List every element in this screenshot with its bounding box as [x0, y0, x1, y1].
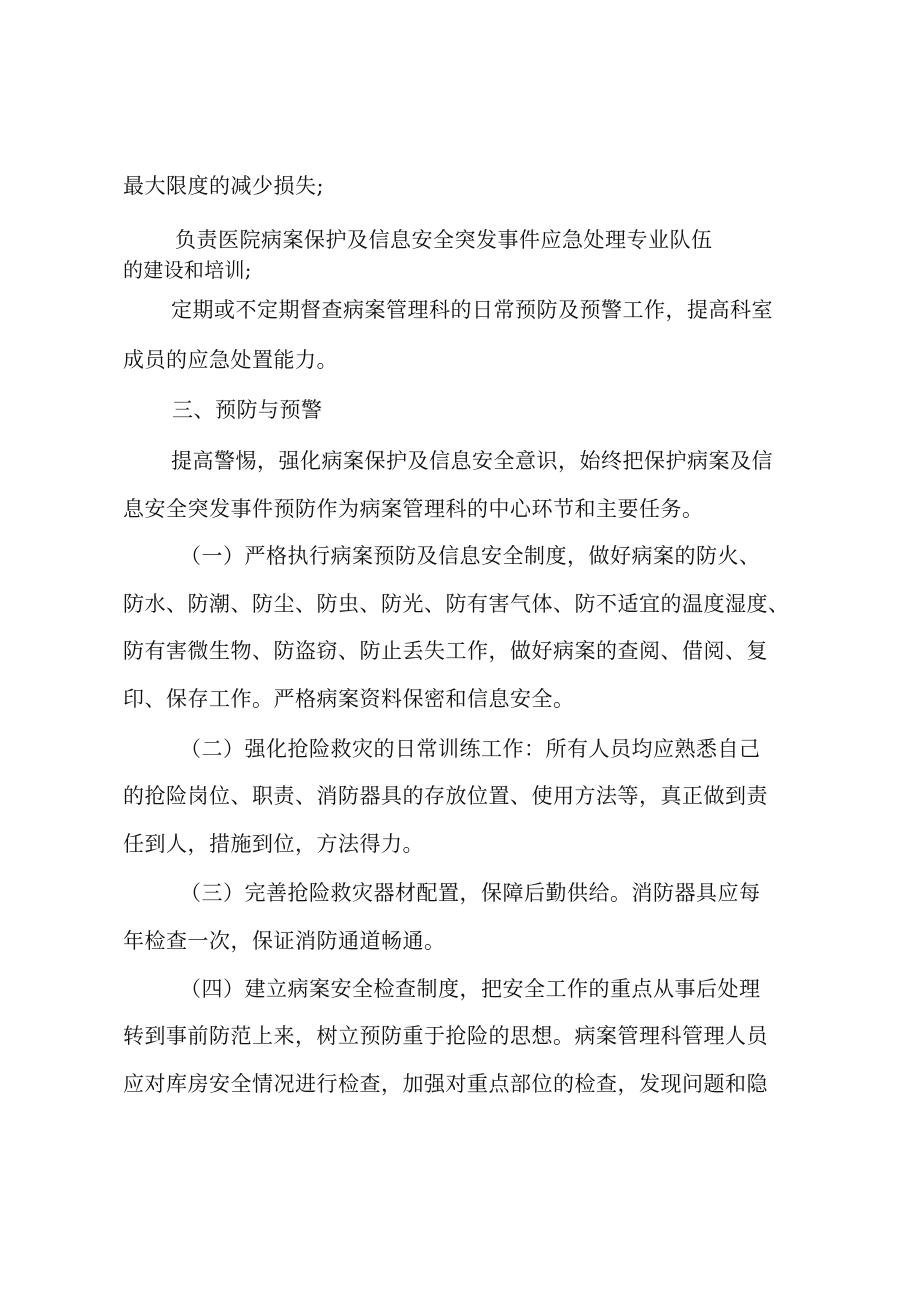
text-line: 的建设和培训; — [123, 258, 252, 282]
text-line: 的抢险岗位、职责、消防器具的存放位置、使用方法等，真正做到责 — [123, 784, 768, 808]
text-line: 定期或不定期督查病案管理科的日常预防及预警工作，提高科室 — [171, 298, 773, 322]
text-line: 成员的应急处置能力。 — [123, 348, 338, 372]
text-line: 转到事前防范上来，树立预防重于抢险的思想。病案管理科管理人员 — [123, 1024, 768, 1048]
text-line: 年检查一次，保证消防通道畅通。 — [123, 929, 446, 953]
text-line: 最大限度的减少损失; — [123, 174, 325, 198]
text-line: 息安全突发事件预防作为病案管理科的中心环节和主要任务。 — [123, 497, 704, 521]
text-line: 印、保存工作。严格病案资料保密和信息安全。 — [123, 687, 575, 711]
text-line: 防水、防潮、防尘、防虫、防光、防有害气体、防不适宜的温度湿度、 — [123, 592, 790, 616]
text-line: 防有害微生物、防盗窃、防止丢失工作，做好病案的查阅、借阅、复 — [123, 639, 768, 663]
text-line: （三）完善抢险救灾器材配置，保障后勤供给。消防器具应每 — [180, 881, 761, 905]
text-line: 应对库房安全情况进行检查，加强对重点部位的检查，发现问题和隐 — [123, 1072, 768, 1096]
text-line: 任到人，措施到位，方法得力。 — [123, 832, 424, 856]
text-line: （四）建立病案安全检查制度，把安全工作的重点从事后处理 — [180, 977, 761, 1001]
text-line: （二）强化抢险救灾的日常训练工作：所有人员均应熟悉自己 — [180, 737, 761, 761]
text-line: 负责医院病案保护及信息安全突发事件应急处理专业队伍 — [175, 228, 713, 252]
text-line: （一）严格执行病案预防及信息安全制度，做好病案的防火、 — [180, 544, 761, 568]
section-heading: 三、预防与预警 — [172, 398, 323, 422]
text-line: 提高警惕，强化病案保护及信息安全意识，始终把保护病案及信 — [171, 449, 773, 473]
